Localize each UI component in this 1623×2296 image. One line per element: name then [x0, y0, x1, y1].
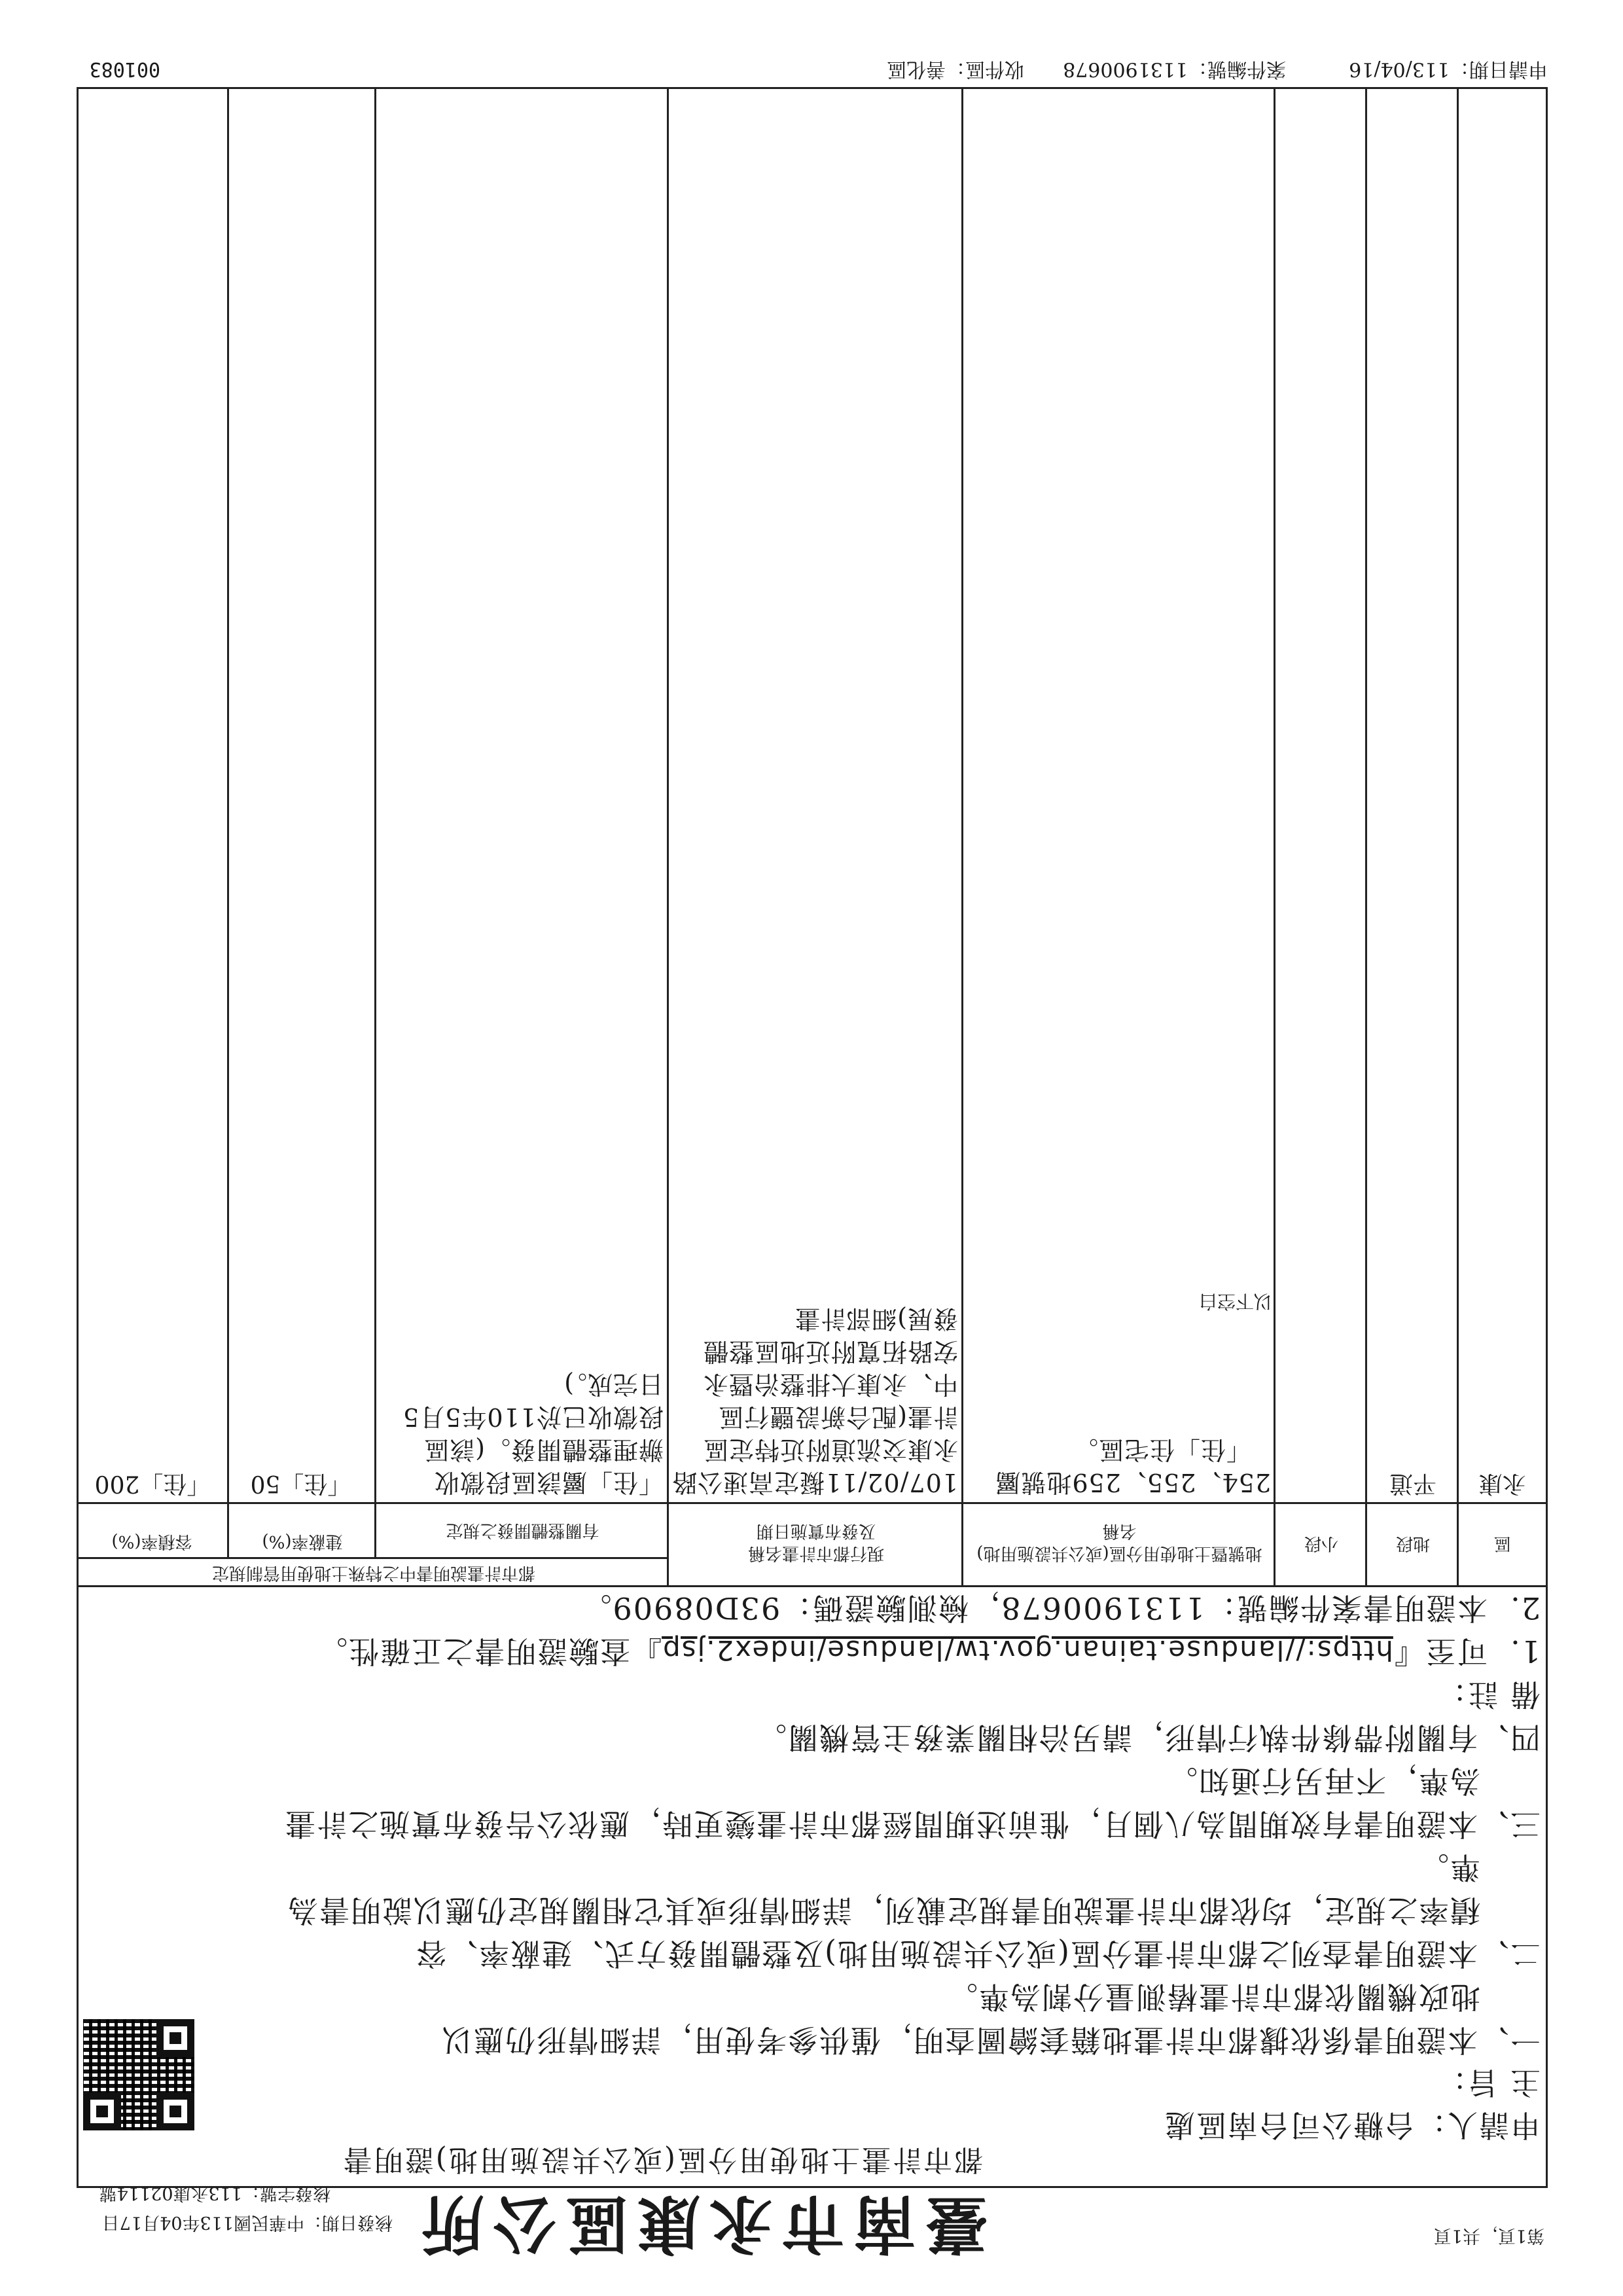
item-line: 本證明書查列之都市計畫分區(或公共設施用地)及整體開發方式、建蔽率、容 — [415, 1936, 1478, 1971]
document-frame — [77, 87, 1548, 2188]
cell-far: 「住」200 — [94, 1470, 211, 1497]
remark-number: 1. — [1509, 1634, 1541, 1669]
case-office: 收件區：善化區 — [887, 58, 1024, 81]
header-district: 區 — [1493, 1534, 1511, 1553]
issue-date: 核發日期：中華民國113年04月17日 — [101, 2212, 393, 2233]
header-group-title: 都市計畫說明書中之特殊土地使用管制規定 — [212, 1563, 536, 1583]
col-line — [1274, 89, 1275, 1587]
header-bottom-border — [79, 1502, 1546, 1504]
subject-label: 主 旨： — [1435, 2065, 1541, 2100]
header-far: 容積率(%) — [111, 1532, 192, 1551]
remark-number: 2. — [1509, 1590, 1541, 1626]
item-number: 四、 — [1478, 1720, 1541, 1755]
remark-1: 1. 可至『https://landuse.tainan.gov.tw/landuse/index2.jsp』查驗證明書之正確性。 — [316, 1634, 1541, 1669]
item-line: 為準，不再另行通知。 — [1166, 1763, 1480, 1799]
col-line — [1457, 89, 1459, 1587]
header-plan-name: 現行都市計畫名稱及發布實施日期 — [748, 1521, 885, 1563]
item-number: 一、 — [1478, 2022, 1541, 2058]
case-number: 案件編號：1131900678 — [1063, 58, 1286, 81]
remarks-label: 備 註： — [1435, 1677, 1541, 1712]
col-line — [1365, 89, 1367, 1587]
cell-plan-name: 107/02/11擬定高速公路 永康交流道附近特定區 計畫(配合新設鹽行區 中、永康大排整治暨永 安路拓寬附近地區整體 發展)細部計畫 — [671, 1304, 958, 1497]
table-top-border — [79, 1585, 1546, 1587]
item-3 — [81, 1759, 1541, 1846]
apply-date: 申請日期：113/04/16 — [1349, 58, 1548, 81]
cell-lot-use: 254、255、259地號屬 「住」住宅區。 — [995, 1435, 1271, 1497]
page-info: 第1頁，共1頁 — [1433, 2225, 1544, 2246]
applicant: 申請人：台糖公司台南區處 — [1164, 2108, 1541, 2143]
item-4 — [81, 1716, 1541, 1759]
header-section: 地段 — [1396, 1534, 1431, 1553]
footer-bar — [77, 52, 1548, 85]
group-header-border — [79, 1557, 669, 1559]
header-lot-use: 地號暨土地使用分區(或公共設施用地)名稱 — [976, 1521, 1262, 1563]
cell-district: 永康 — [1478, 1470, 1526, 1497]
col-line — [227, 89, 229, 1559]
blank-note: 以下空白 — [1198, 1291, 1272, 1312]
item-number: 三、 — [1478, 1806, 1541, 1842]
remark-2: 2. 本證明書案件編號：1131900678，檢測驗證碼：93D08909。 — [580, 1590, 1541, 1626]
issue-number: 核發字號：113永康02114號 — [99, 2183, 330, 2203]
qr-code — [83, 2019, 194, 2130]
col-line — [961, 89, 963, 1587]
col-line — [374, 89, 376, 1559]
col-line — [667, 89, 669, 1587]
header-subsection: 小段 — [1304, 1534, 1339, 1553]
item-line: 本證明書係依據都市計畫地籍套繪圖查明，僅供參考使用，詳細情形仍應以 — [441, 2022, 1478, 2058]
cell-coverage: 「住」50 — [250, 1470, 351, 1497]
office-title: 臺南市永康區公所 — [412, 2187, 988, 2261]
cell-dev-rules: 「住」屬該區段徵收 辦理整體開發。(該區 段徵收已於110年5月5 日完成。) — [402, 1370, 664, 1497]
item-1 — [192, 1975, 1541, 2062]
item-line: 地政機關依都市計畫樁測量分割為準。 — [946, 1979, 1480, 2015]
item-line: 積率之規定，均依都市計畫說明書規定載列，詳細情形或其它相關規定仍應以說明書為 — [287, 1893, 1480, 1928]
item-number: 二、 — [1478, 1936, 1541, 1971]
item-line: 有關附帶條件執行情形，請另洽相關業務主管機關。 — [755, 1720, 1478, 1755]
page-code: 001083 — [89, 58, 160, 81]
item-line: 本證明書有效期間為八個月，惟前述期間經都市計畫變更時，應依公告發布實施之計畫 — [284, 1806, 1478, 1842]
item-line: 準。 — [1418, 1850, 1480, 1885]
header-coverage: 建蔽率(%) — [262, 1532, 343, 1551]
item-2 — [81, 1846, 1541, 1975]
document-title: 都市計畫土地使用分區(或公共設施用地)證明書 — [341, 2143, 983, 2176]
verify-link[interactable]: https://landuse.tainan.gov.tw/landuse/index2.jsp — [662, 1634, 1393, 1666]
header-dev-rules: 有關整體開發之規定 — [446, 1520, 599, 1540]
cell-section: 平道 — [1389, 1470, 1437, 1497]
